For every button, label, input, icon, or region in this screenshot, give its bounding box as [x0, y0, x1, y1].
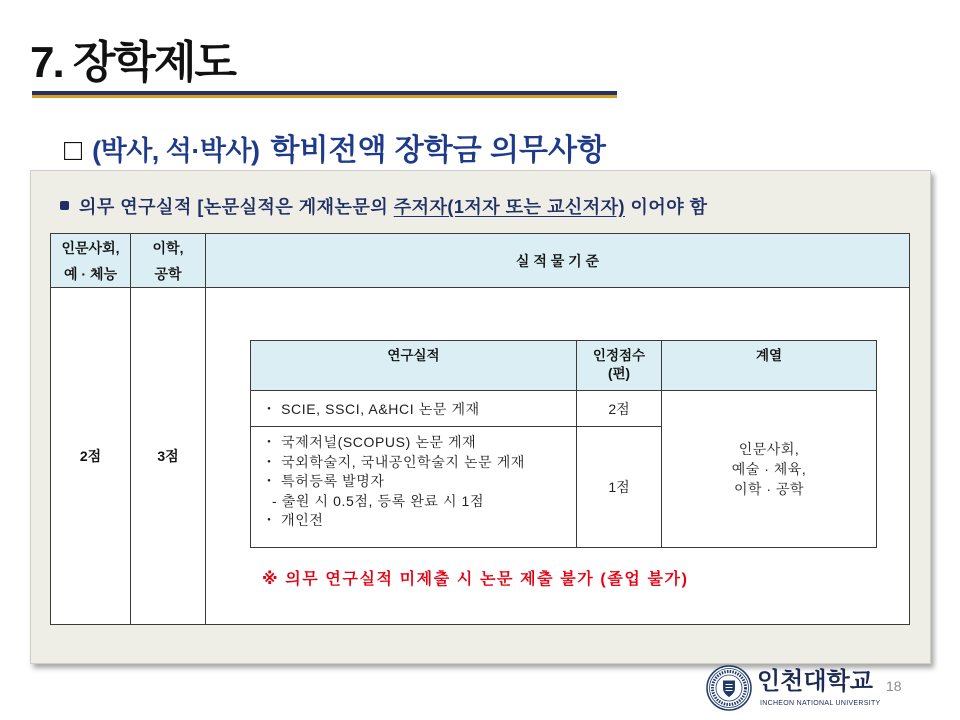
header-criteria-label: 실 적 물 기 준 — [515, 252, 600, 269]
university-wordmark: 인천대학교 — [757, 669, 873, 695]
list-item: ・ SCIE, SSCI, A&HCI 논문 게재 — [262, 400, 480, 417]
list-sub-item: - 출원 시 0.5점, 등록 완료 시 1점 — [272, 492, 485, 509]
field-line: 인문사회, — [738, 441, 800, 457]
table-row-1-items — [251, 391, 576, 426]
header-points-line: 인정점수 — [592, 348, 646, 363]
criteria-cell — [206, 288, 909, 624]
content-panel — [30, 170, 931, 664]
header-science-line: 공학 — [154, 265, 182, 282]
list-item: ・ 개인전 — [262, 512, 324, 528]
requirement-text-underlined: 주저자(1저자 또는 교신저자) — [393, 197, 625, 217]
header-science-line: 이학, — [152, 239, 184, 256]
section-heading — [64, 131, 606, 171]
score-table — [50, 233, 910, 625]
score-humanities: 2점 — [51, 288, 130, 624]
page-number: 18 — [886, 678, 902, 694]
criteria-table — [250, 340, 877, 548]
university-seal-icon — [706, 665, 752, 711]
field-line: 이학 · 공학 — [733, 481, 805, 497]
requirement-statement — [79, 196, 708, 218]
title-underline-gold — [32, 95, 617, 98]
header-points-line: (편) — [607, 366, 631, 381]
header-achievement — [251, 341, 576, 390]
square-bullet-icon — [60, 201, 69, 210]
section-qualifier: (박사, 석·박사) — [92, 136, 260, 166]
header-science — [131, 234, 205, 287]
slide-title: 7. 장학제도 — [30, 38, 235, 87]
title-underline — [32, 91, 617, 98]
header-humanities-line: 인문사회, — [61, 239, 120, 256]
header-humanities — [51, 234, 130, 287]
list-item: ・ 특허등록 발명자 — [262, 473, 385, 489]
requirement-text-before: 의무 연구실적 [논문실적은 게재논문의 — [79, 197, 394, 217]
header-criteria — [206, 234, 909, 287]
field-line: 예술 · 체육, — [731, 461, 807, 477]
requirement-text-after: 이어야 함 — [625, 197, 708, 217]
header-points — [577, 341, 661, 390]
checkbox-marker-icon: □ — [64, 134, 83, 167]
field-cell — [662, 391, 876, 547]
header-field-label: 계열 — [755, 348, 783, 363]
section-heading-text: 학비전액 장학금 의무사항 — [270, 134, 606, 167]
warning-note: ※ 의무 연구실적 미제출 시 논문 제출 불가 (졸업 불가) — [262, 571, 689, 588]
header-achievement-label: 연구실적 — [387, 348, 440, 363]
table-row-1-points: 2점 — [577, 391, 661, 426]
score-science: 3점 — [131, 288, 205, 624]
university-wordmark-subtitle: INCHEON NATIONAL UNIVERSITY — [760, 700, 881, 707]
header-field — [662, 341, 876, 390]
header-humanities-line: 예 · 체능 — [63, 265, 117, 282]
list-item: ・ 국제저널(SCOPUS) 논문 게재 — [262, 434, 477, 450]
table-row-2-points: 1점 — [577, 427, 661, 547]
table-row-2-items — [251, 427, 576, 547]
list-item: ・ 국외학술지, 국내공인학술지 논문 게재 — [262, 453, 526, 470]
